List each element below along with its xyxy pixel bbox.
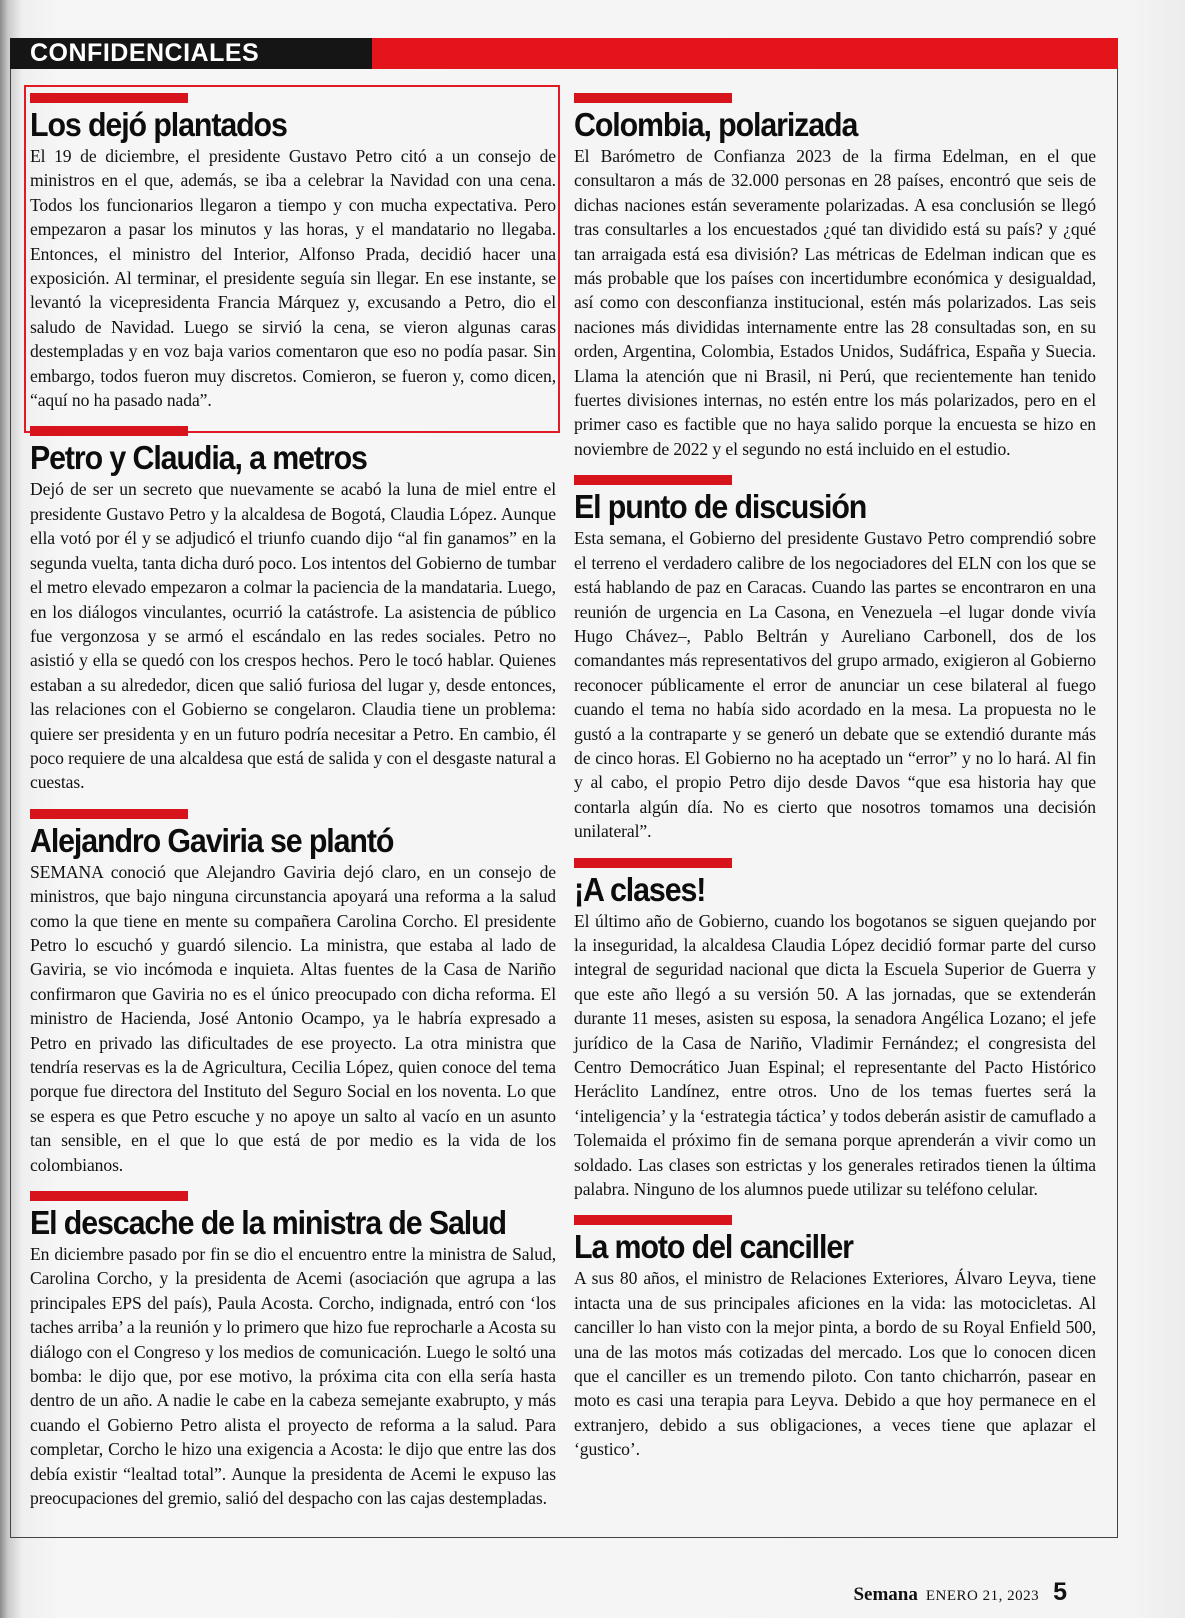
red-rule [30, 809, 188, 819]
red-rule [574, 475, 732, 485]
article-body: Esta semana, el Gobierno del presidente Gustavo Petro comprendió sobre el terreno el verdadero calibre de los negociadores del ELN con los que se está hablando de paz en Caracas. Cuando las partes se encontraron en una reunión de urgencia en La Casona, en Venezuela –el lugar donde vivía Hugo Chávez–, Pablo Beltrán y Aureliano Carbonell, dos de los comandantes más representativos del grupo armado, exigieron al Gobierno reconocer públicamente el error de anunciar un cese bilateral al fuego cuando el tema no había sido acordado en la mesa. La propuesta no le gustó a la contraparte y se generó un debate que se extendió durante más de cinco horas. El Gobierno no ha aceptado un “error” y no lo hará. Al fin y al cabo, el propio Petro dijo desde Davos “que esa historia hay que contarla algún día. No es cierto que nosotros tomamos una decisión unilateral”. [574, 528, 1096, 842]
article-headline: Los dejó plantados [30, 106, 287, 143]
issue-date: ENERO 21, 2023 [925, 1588, 1040, 1604]
magazine-page [10, 38, 1118, 1538]
red-rule [574, 1215, 732, 1225]
red-rule [30, 93, 188, 103]
red-rule [30, 426, 188, 436]
article [30, 93, 556, 412]
red-rule [574, 93, 732, 103]
article [574, 475, 1096, 843]
article [574, 858, 1096, 1202]
page-number: 5 [1053, 1578, 1067, 1606]
article [30, 809, 556, 1177]
article-body: En diciembre pasado por fin se dio el encuentro entre la ministra de Salud, Carolina Corcho, y la presidenta de Acemi (asociación que agrupa a las principales EPS del país), Paula Acosta. Corcho, indignada, entró con ‘los taches arriba’ a la reunión y lo primero que hizo fue reprocharle a Acosta su diálogo con el Congreso y los medios de comunicación. Luego le soltó una bomba: le dijo que, por ese motivo, la próxima cita con ella sería hasta dentro de un año. A nadie le cabe en la cabeza semejante exabrupto, y más cuando el Gobierno Petro alista el proyecto de reforma a la salud. Para completar, Corcho le hizo una exigencia a Acosta: le dijo que entre las dos debía existir “lealtad total”. Aunque la presidenta de Acemi le expuso las preocupaciones del gremio, salió del despacho con las cajas destempladas. [30, 1244, 556, 1509]
article-headline: La moto del canciller [574, 1228, 853, 1266]
red-rule [30, 1191, 188, 1201]
article-body: El Barómetro de Confianza 2023 de la firma Edelman, en el que consultaron a más de 32.000 personas en 28 países, encontró que seis de dichas naciones están severamente polarizadas. A esa conclusión se llegó tras consultarles a los encuestados ¿qué tan dividido está su país? y ¿qué tan arraigada está esa división? Las métricas de Edelman indican que es más probable que los países con incertidumbre económica y desigualdad, así como con desconfianza institucional, estén más polarizados. Las seis naciones más divididas internamente entre las 28 consultadas son, en su orden, Argentina, Colombia, Estados Unidos, Sudáfrica, España y Suecia. Llama la atención que ni Brasil, ni Perú, que recientemente han tenido fuertes divisiones internas, no estén entre los más polarizados, pero en el primer caso es factible que no haya salido porque la encuesta se hizo en noviembre de 2022 y el segundo no está incluido en el estudio. [574, 146, 1096, 459]
article-body: A sus 80 años, el ministro de Relaciones Exteriores, Álvaro Leyva, tiene intacta una de sus principales aficiones en la vida: las motocicletas. Al canciller lo han visto con la mejor pinta, a bordo de su Royal Enfield 500, una de las motos más cotizadas del mercado. Los que lo conocen dicen que el canciller es un tremendo piloto. Con tanto chicharrón, pasear en moto es casi una terapia para Leyva. Debido a que hoy permanece en el extranjero, debido a sus obligaciones, a veces tiene que aplazar el ‘gustico’. [574, 1268, 1096, 1460]
section-bar-red [372, 38, 1118, 69]
article-body: SEMANA conoció que Alejandro Gaviria dejó claro, en un consejo de ministros, que bajo ninguna circunstancia apoyará una reforma a la salud como la que tiene en mente su compañera Carolina Corcho. El presidente Petro lo escuchó y guardó silencio. La ministra, que estaba al lado de Gaviria, se vio incómoda e inquieta. Altas fuentes de la Casa de Nariño confirmaron que Gaviria no es el único preocupado con dicha reforma. El ministro de Hacienda, José Antonio Ocampo, ya le habría expresado a Petro en privado las dificultades de ese proyecto. La otra ministra que tendría reservas es la de Agricultura, Cecilia López, quien conoce del tema porque fue directora del Instituto del Seguro Social en los noventa. Lo que se espera es que Petro escuche y no apoye un salto al vacío en un asunto tan sensible, en el que lo que está de por medio es la vida de los colombianos. [30, 861, 556, 1175]
left-column [30, 93, 556, 1525]
article-headline: ¡A clases! [574, 870, 706, 908]
section-header-bar [10, 38, 1118, 69]
red-rule [574, 858, 732, 868]
magazine-name: Semana [853, 1584, 918, 1605]
right-column [574, 93, 1096, 1476]
article-body: El 19 de diciembre, el presidente Gustavo Petro citó a un consejo de ministros en el que, además, se iba a celebrar la Navidad con una cena. Todos los funcionarios llegaron a tiempo y con mucha expectativa. Pero empezaron a pasar los minutos y las horas, y el mandatario no llegaba. Entonces, el ministro del Interior, Alfonso Prada, decidió hacer una exposición. Al terminar, el presidente seguía sin llegar. En ese instante, se levantó la vicepresidenta Francia Márquez y, excusando a Petro, dio el saludo de Navidad. Luego se sirvió la cena, se vieron algunas caras destempladas y en voz baja varios comentaron que eso no podía pasar. Sin embargo, todos fueron muy discretos. Comieron, se fueron y, como dicen, “aquí no ha pasado nada”. [30, 146, 556, 411]
article [30, 426, 556, 794]
article [30, 1191, 556, 1510]
section-title: CONFIDENCIALES [30, 39, 260, 67]
page-footer [853, 1578, 1067, 1607]
article-headline: El punto de discusión [574, 488, 867, 526]
article-headline: Colombia, polarizada [574, 106, 858, 143]
article [574, 93, 1096, 461]
article [574, 1215, 1096, 1461]
article-body: Dejó de ser un secreto que nuevamente se acabó la luna de miel entre el presidente Gustavo Petro y la alcaldesa de Bogotá, Claudia López. Aunque ella votó por él y se adjudicó el triunfo cuando dijo “al fin ganamos” en la segunda vuelta, tanta dicha duró poco. Los intentos del Gobierno de tumbar el metro elevado empezaron a colmar la paciencia de la mandataria. Luego, en los diálogos vinculantes, ocurrió la catástrofe. La asistencia de público fue vergonzosa y se armó el escándalo en las redes sociales. Petro no asistió y ella se quedó con los crespos hechos. Pero le tocó hablar. Quienes estaban a su alrededor, dicen que salió furiosa del lugar y, desde entonces, las relaciones con el Gobierno se congelaron. Claudia tiene un problema: quiere ser presidenta y en un futuro podría necesitar a Petro. En cambio, él poco requiere de una alcaldesa que está de salida y con el desgaste natural a cuestas. [30, 479, 556, 793]
article-body: El último año de Gobierno, cuando los bogotanos se siguen quejando por la inseguridad, la alcaldesa Claudia López decidió formar parte del curso integral de seguridad nacional que dicta la Escuela Superior de Guerra y que este año llegó a su versión 50. A las jornadas, que se extenderán durante 11 meses, asisten su esposa, la senadora Angélica Lozano; el jefe jurídico de la Casa de Nariño, Vladimir Fernández; el congresista del Centro Democrático Juan Espinal; el representante del Pacto Histórico Heráclito Landínez, entre otros. Uno de los temas fuertes será la ‘inteligencia’ y la ‘estrategia táctica’ y todos deberán asistir de camuflado a Tolemaida el próximo fin de semana porque aprenderán a vivir como un soldado. Las clases son estrictas y los generales retirados tienen la última palabra. Ninguno de los alumnos puede utilizar su teléfono celular. [574, 910, 1096, 1200]
article-headline: Petro y Claudia, a metros [30, 439, 367, 477]
article-headline: Alejandro Gaviria se plantó [30, 821, 394, 859]
article-headline: El descache de la ministra de Salud [30, 1204, 506, 1242]
